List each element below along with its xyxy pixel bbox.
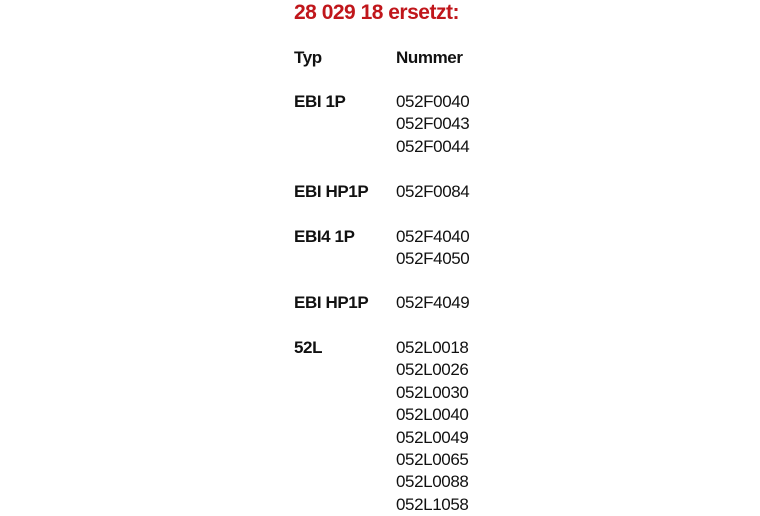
number-list — [396, 181, 469, 203]
column-header-typ: Typ — [294, 48, 322, 67]
type-label: EBI HP1P — [294, 293, 369, 312]
part-number: 052L0088 — [396, 472, 469, 492]
part-number: 052F4040 — [396, 227, 470, 246]
number-list — [396, 292, 469, 314]
number-list — [396, 337, 468, 516]
column-header-nummer: Nummer — [396, 48, 463, 67]
part-number: 052F0040 — [396, 92, 470, 111]
part-number: 052L0026 — [396, 360, 469, 380]
part-number: 052F0043 — [396, 114, 470, 134]
part-number: 052L0018 — [396, 338, 469, 357]
part-number: 052L0049 — [396, 427, 469, 447]
number-list — [396, 91, 469, 158]
part-number: 052F0044 — [396, 136, 470, 156]
type-label: 52L — [294, 338, 323, 357]
type-label: EBI 1P — [294, 92, 346, 111]
part-number: 052L0040 — [396, 405, 469, 425]
part-number: 052L0030 — [396, 382, 469, 402]
part-number: 052F4050 — [396, 249, 470, 269]
type-label: EBI4 1P — [294, 227, 355, 246]
number-list — [396, 226, 469, 271]
type-label: EBI HP1P — [294, 182, 369, 201]
part-number: 052L1058 — [396, 494, 469, 514]
part-number: 052L0065 — [396, 449, 469, 469]
part-number: 052F4049 — [396, 293, 470, 312]
part-number: 052F0084 — [396, 182, 470, 201]
page-title: 28 029 18 ersetzt: — [294, 1, 459, 24]
